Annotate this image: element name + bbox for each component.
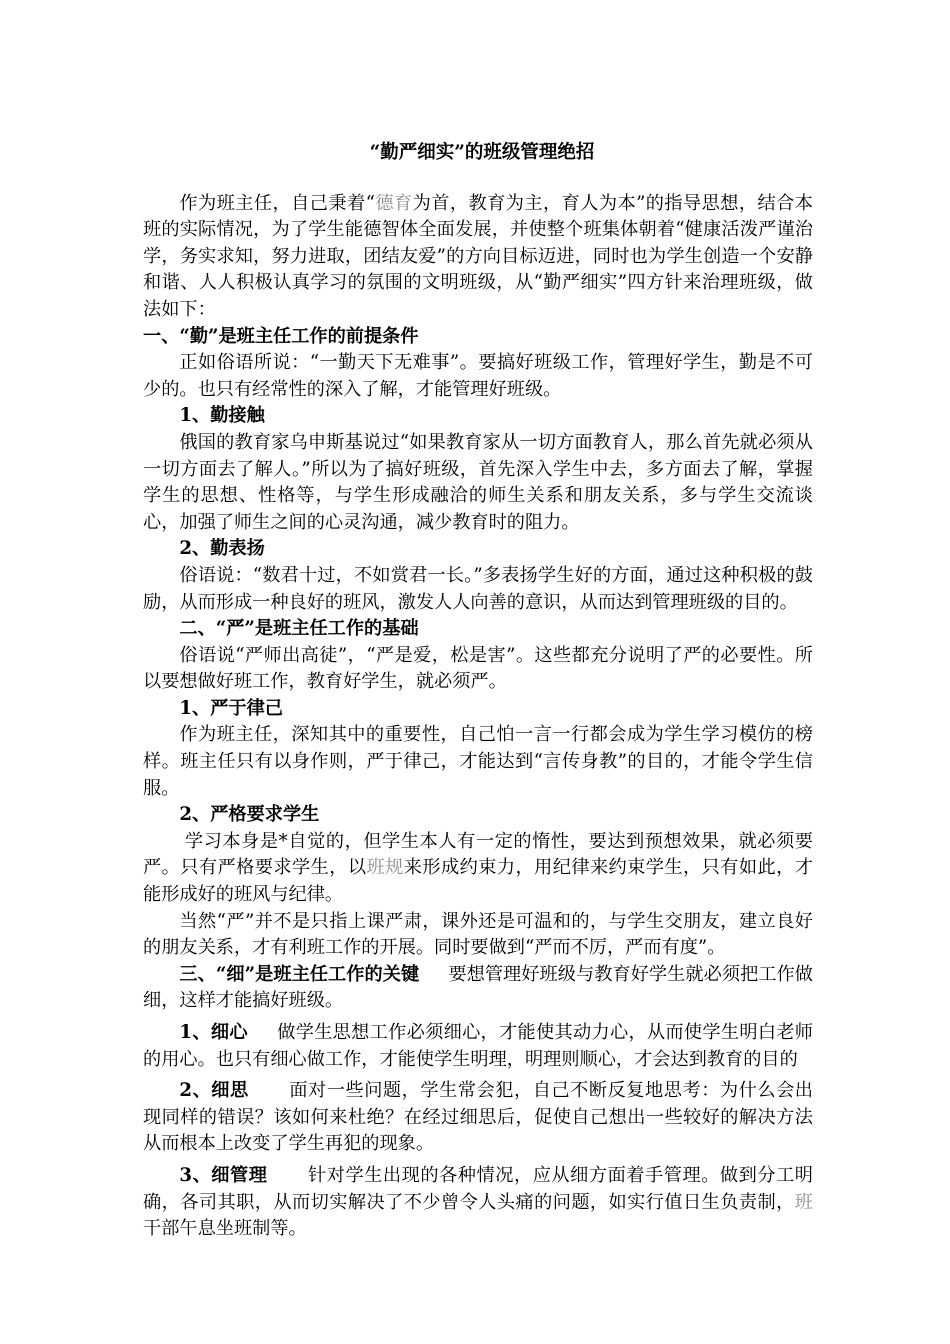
subsection-2-1-heading: 1、严于律己 (179, 697, 283, 719)
subsection-1-1-paragraph: 俄国的教育家乌申斯基说过“如果教育家从一切方面教育人，那么首先就必须从一切方面去了解人。”所以为了搞好班级，首先深入学生中去，多方面去了解，掌握学生的思想、性格等，与学生形成融洽的师生关系和朋友关系，多与学生交流谈心，加强了师生之间的心灵沟通，减少教育时的阻力。 (143, 431, 813, 533)
section-1-heading: 一、“勤”是班主任工作的前提条件 (143, 325, 419, 347)
subsection-1-2-paragraph: 俗语说：“数君十过，不如赏君一长。”多表扬学生好的方面，通过这种积极的鼓励，从而形成一种良好的班风，激发人人向善的意识，从而达到管理班级的目的。 (143, 564, 813, 613)
document-title: “勤严细实”的班级管理绝招 (369, 142, 595, 163)
subsection-1-2-heading: 2、勤表扬 (179, 538, 265, 560)
section-3-block (143, 962, 813, 1015)
section-1-paragraph: 正如俗语所说：“一勤天下无难事”。要搞好班级工作，管理好学生，勤是不可少的。也只有经常性的深入了解，才能管理好班级。 (143, 352, 813, 400)
subsection-2-2-paragraph: 学习本身是*自觉的，但学生本人有一定的惰性，要达到预想效果，就必须要严。只有严格要求学生，以班规来形成约束力，用纪律来约束学生，只有如此，才能形成好的班风与纪律。 (143, 830, 813, 906)
subsection-1-1-heading: 1、勤接触 (179, 405, 265, 427)
link-deyu[interactable]: 德育 (374, 192, 413, 214)
subsection-3-2-paragraph: 面对一些问题，学生常会犯，自己不断反复地思考：为什么会出现同样的错误？该如何来杜绝？在经过细思后，促使自己想出一些较好的解决方法从而根本上改变了学生再犯的现象。 (143, 1080, 813, 1155)
intro-paragraph: 作为班主任，自己秉着“德育为首，教育为主，育人为本”的指导思想，结合本班的实际情况，为了学生能德智体全面发展，并使整个班集体朝着“健康活泼严谨治学，务实求知，努力进取，团结友爱”的方向目标迈进，同时也为学生创造一个安静和谐、人人积极认真学习的氛围的文明班级，从“勤严细实”四方针来治理班级，做法如下： (143, 192, 813, 320)
subsection-3-1-paragraph: 做学生思想工作必须细心，才能使其动力心，从而使学生明白老师的用心。也只有细心做工作，才能使学生明理，明理则顺心，才会达到教育的目的 (143, 1022, 813, 1070)
link-banggui[interactable]: 班规 (366, 857, 404, 879)
subsection-3-2-heading: 2、细思 (179, 1080, 249, 1102)
section-2-heading: 二、“严”是班主任工作的基础 (179, 618, 419, 640)
subsection-2-1-paragraph: 作为班主任，深知其中的重要性，自己怕一言一行都会成为学生学习模仿的榜样。班主任只有以身作则，严于律己，才能达到“言传身教”的目的，才能令学生信服。 (143, 724, 813, 799)
subsection-3-1-heading: 1、细心 (179, 1022, 248, 1043)
subsection-3-3-heading: 3、细管理 (179, 1164, 268, 1186)
section-2-paragraph: 俗语说“严师出高徒”，“严是爱，松是害”。这些都充分说明了严的必要性。所以要想做好班工作，教育好学生，就必须严。 (143, 644, 813, 693)
section-3-paragraph: 要想管理好班级与教育好学生就必须把工作做细，这样才能搞好班级。 (143, 963, 813, 1012)
subsection-3-3-block: 3、细管理 针对学生出现的各种情况，应从细方面着手管理。做到分工明确，各司其职，从而切实解决了不少曾令人头痛的问题，如实行值日生负责制，班干部午息坐班制等。 (143, 1164, 813, 1240)
section-3-heading: 三、“细”是班主任工作的关键 (179, 963, 420, 985)
link-ban[interactable]: 班 (794, 1191, 813, 1213)
section-2-closing-paragraph: 当然“严”并不是只指上课严肃，课外还是可温和的，与学生交朋友，建立良好的朋友关系，才有利班工作的开展。同时要做到“严而不厉，严而有度”。 (143, 910, 813, 959)
document-page (143, 140, 813, 1243)
subsection-3-1-block (143, 1020, 813, 1073)
subsection-2-2-heading: 2、严格要求学生 (179, 804, 320, 826)
subsection-3-2-block (143, 1078, 813, 1158)
